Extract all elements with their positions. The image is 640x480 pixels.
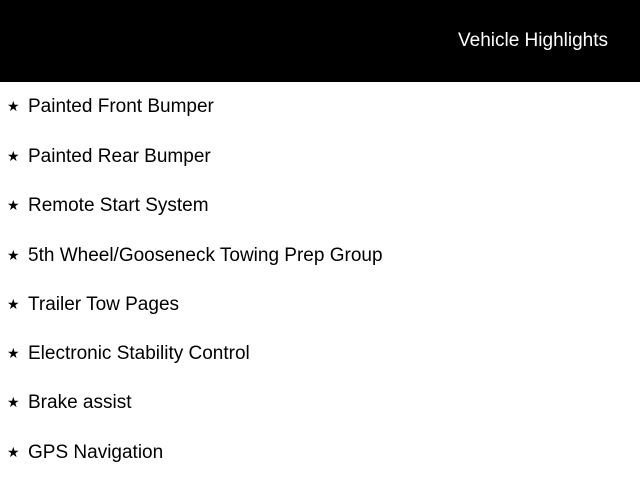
star-icon: ★ <box>7 346 20 362</box>
highlight-label: Trailer Tow Pages <box>28 294 180 315</box>
list-item <box>0 95 640 125</box>
star-icon: ★ <box>7 395 20 411</box>
star-icon: ★ <box>7 248 20 264</box>
highlight-label: 5th Wheel/Gooseneck Towing Prep Group <box>28 245 383 266</box>
page-title: Vehicle Highlights <box>458 30 608 51</box>
highlight-label: GPS Navigation <box>28 442 164 463</box>
highlight-label: Remote Start System <box>28 195 209 216</box>
list-item <box>0 145 640 175</box>
star-icon: ★ <box>7 99 20 115</box>
star-icon: ★ <box>7 198 20 214</box>
list-item <box>0 342 640 372</box>
list-item <box>0 293 640 323</box>
highlight-label: Painted Front Bumper <box>28 96 214 117</box>
list-item <box>0 441 640 471</box>
star-icon: ★ <box>7 297 20 313</box>
header-bar <box>0 0 640 82</box>
list-item <box>0 244 640 274</box>
list-item <box>0 194 640 224</box>
highlight-label: Electronic Stability Control <box>28 343 250 364</box>
star-icon: ★ <box>7 445 20 461</box>
highlight-label: Brake assist <box>28 392 132 413</box>
list-item <box>0 391 640 421</box>
star-icon: ★ <box>7 149 20 165</box>
highlight-label: Painted Rear Bumper <box>28 146 211 167</box>
